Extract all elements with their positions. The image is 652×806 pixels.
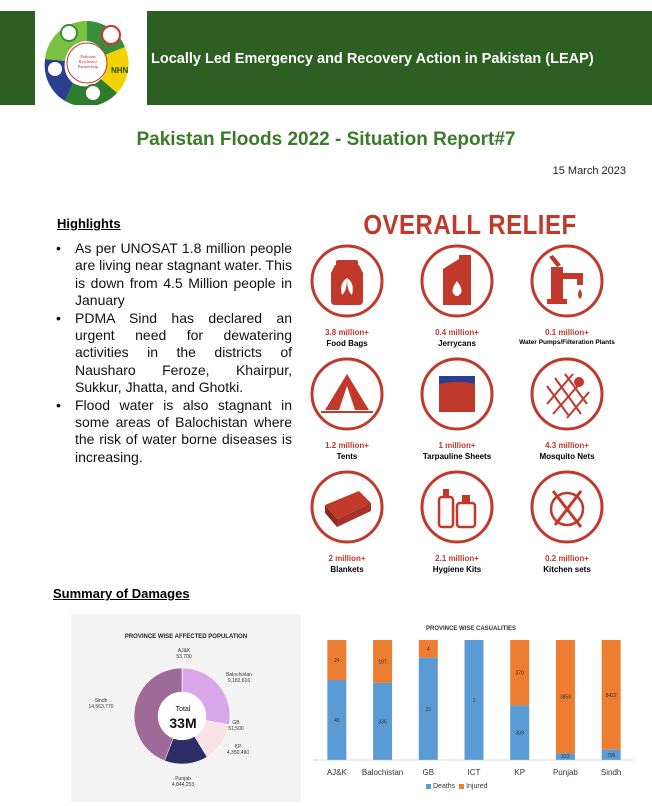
donut-label-name: KP (234, 744, 242, 750)
jerrycan-icon (419, 243, 495, 319)
bar-label-injured: 187 (378, 659, 387, 666)
donut-label-value: 14,563,770 (88, 704, 114, 710)
highlight-text: Flood water is also stagnant in some areas of Balochistan where the risk of water borne diseases is increasing. (75, 396, 292, 465)
donut-label-value: 4,844,253 (171, 782, 195, 788)
hygiene-kit-icon (419, 469, 495, 545)
donut-label-name: Balochistan (226, 672, 252, 678)
bar-label-deaths: 309 (515, 730, 524, 737)
relief-count: 4.3 million+ (545, 441, 589, 450)
donut-label-value: 51,500 (228, 726, 244, 732)
affected-population-chart (71, 614, 301, 802)
header-title: Locally Led Emergency and Recovery Action in Pakistan (LEAP) (151, 51, 594, 67)
bar-label-deaths: 336 (378, 719, 387, 726)
donut-label-value: 4,350,490 (226, 750, 250, 756)
bar-label-injured: 3858 (559, 694, 571, 701)
bullet-icon: • (56, 240, 61, 256)
donut-label-ajk (167, 648, 201, 660)
logo-center-line: Resilience (78, 59, 98, 64)
highlight-text: As per UNOSAT 1.8 million people are living near stagnant water. This is down from 4.5 Million people in January (75, 240, 292, 309)
chart-title: PROVINCE WISE CASUALITIES (425, 626, 516, 632)
bullet-icon: • (56, 309, 61, 326)
water-pump-icon (529, 243, 605, 319)
bar-label-injured: 4 (426, 646, 430, 653)
donut-total-label: Total (175, 706, 191, 713)
blanket-icon (309, 469, 385, 545)
highlights-list (56, 240, 292, 466)
bar-label-deaths: 23 (425, 706, 432, 713)
partnership-logo (35, 11, 147, 117)
bar-label-deaths: 1 (472, 698, 476, 704)
logo-badge-text: NHN (111, 66, 129, 75)
highlight-item (56, 310, 292, 397)
bar-label-injured: 24 (334, 658, 340, 664)
relief-count: 0.4 million+ (435, 328, 479, 337)
legend-swatch-deaths (426, 784, 431, 789)
relief-label: Blankets (330, 565, 364, 574)
chart-title: PROVINCE WISE AFFECTED POPULATION (124, 634, 248, 640)
bar-label-injured: 8422 (605, 692, 617, 699)
bar-label-deaths: 799 (606, 752, 616, 759)
donut-total-value: 33M (169, 715, 197, 731)
donut-label-name: AJ&K (177, 648, 191, 654)
donut-label-name: Punjab (175, 776, 191, 782)
donut-label-punjab (165, 776, 201, 788)
donut-label-balochistan (219, 672, 259, 684)
x-tick-label: AJ&K (326, 768, 347, 777)
food-bag-icon (309, 243, 385, 319)
report-title: Pakistan Floods 2022 - Situation Report#7 (136, 129, 516, 150)
kitchen-set-icon (529, 469, 605, 545)
relief-label: Tarpauline Sheets (422, 452, 492, 461)
donut-label-name: GB (232, 720, 240, 726)
bar-label-injured: 370 (515, 670, 524, 677)
x-tick-label: Punjab (552, 768, 578, 777)
x-tick-label: Balochistan (361, 768, 404, 777)
donut-label-gb (221, 720, 251, 732)
legend-swatch-injured (459, 784, 464, 789)
donut-label-value: 9,182,616 (227, 678, 251, 684)
bullet-icon: • (56, 396, 61, 413)
logo-center-text (71, 54, 105, 69)
legend-label-deaths: Deaths (433, 783, 456, 790)
tent-icon (309, 356, 385, 432)
relief-count: 1.2 million+ (325, 441, 369, 450)
donut-label-name: Sindh (94, 698, 108, 704)
x-tick-label: Sindh (600, 768, 622, 777)
relief-label: Water Pumps/Filteration Plants (519, 339, 615, 346)
x-tick-label: ICT (467, 768, 481, 777)
relief-label: Mosquito Nets (539, 452, 595, 461)
mosquito-net-icon (529, 356, 605, 432)
damages-heading: Summary of Damages (53, 586, 190, 601)
x-tick-label: KP (514, 768, 526, 777)
bar-label-deaths: 48 (334, 718, 340, 724)
report-date: 15 March 2023 (552, 165, 626, 177)
relief-label: Jerrycans (438, 339, 476, 348)
header-banner (0, 11, 652, 105)
donut-label-sindh (81, 698, 121, 710)
relief-label: Kitchen sets (543, 565, 591, 574)
highlight-text: PDMA Sind has declared an urgent need for dewatering activities in the districts of Nausharo Feroze, Khairpur, Sukkur, Jhatta, and Ghotki. (75, 309, 292, 396)
logo-center-line: Partnership (77, 64, 99, 69)
relief-count: 3.8 million+ (325, 328, 369, 337)
legend-label-injured: Injured (466, 783, 488, 790)
casualties-bar-chart (304, 620, 638, 800)
relief-count: 0.1 million+ (545, 328, 589, 337)
donut-label-kp (221, 744, 255, 756)
chart-legend (426, 783, 487, 790)
relief-count: 0.2 million+ (545, 554, 589, 563)
donut-label-value: 53,700 (176, 654, 192, 660)
highlight-item (56, 240, 292, 310)
relief-label: Hygiene Kits (432, 565, 482, 574)
relief-count: 1 million+ (438, 441, 476, 450)
highlight-item (56, 397, 292, 467)
relief-count: 2.1 million+ (435, 554, 479, 563)
logo-center-line: Pakistan (80, 54, 96, 59)
relief-count: 2 million+ (328, 554, 366, 563)
highlights-heading: Highlights (57, 216, 121, 231)
relief-label: Tents (336, 452, 358, 461)
tarpaulin-icon (419, 356, 495, 432)
relief-label: Food Bags (326, 339, 368, 348)
overall-relief-title: OVERALL RELIEF (363, 209, 577, 241)
bar-label-deaths: 223 (561, 754, 570, 760)
casualties-chart (304, 620, 638, 800)
x-tick-label: GB (422, 768, 435, 777)
